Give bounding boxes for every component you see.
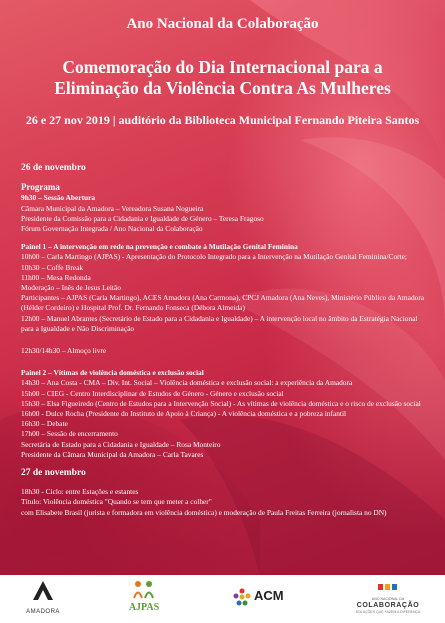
top-title: Ano Nacional da Colaboração (126, 16, 319, 32)
colaboracao-small-text: ANO NACIONAL DA (371, 597, 405, 601)
colaboracao-logo-text: COLABORAÇÃO (356, 602, 420, 609)
acm-star-icon (232, 587, 252, 607)
panel2-line: 17h00 – Sessão de encerramento (21, 429, 118, 439)
ajpas-figures-icon (130, 579, 158, 599)
amadora-logo (18, 579, 68, 615)
amadora-logo-text: AMADORA (26, 609, 60, 615)
panel1-line: 10h30 – Coffe Break (21, 262, 84, 272)
opening-line: Presidente da Comissão para a Cidadania e Igualdade de Género – Teresa Fragoso (21, 213, 264, 223)
colaboracao-logo (348, 579, 428, 614)
panel1-title: Painel 1 – A intervenção em rede na prevenção e combate à Mutilação Genital Feminina (21, 242, 298, 252)
sponsor-logos (0, 575, 445, 623)
ajpas-logo-text: AJPAS (128, 602, 160, 613)
opening-session-title: 9h30 – Sessão Abertura (21, 193, 96, 203)
panel2-line: 16h00 - Dulce Rocha (Presidente do Instituto de Apoio à Criança) - A violência doméstica e a pobreza infantil (21, 409, 347, 419)
lunch-break: 12h30/14h30 – Almoço livre (21, 346, 107, 356)
day1-heading: 26 de novembro (21, 163, 86, 173)
opening-line: Câmara Municipal da Amadora – Vereadora Susana Nogueira (21, 203, 204, 213)
panel1-line: Moderação – Inês de Jesus Leitão (21, 283, 121, 293)
main-title (18, 57, 427, 99)
day2-line: Título: Violência doméstica "Quando se tem que meter a colher" (21, 497, 212, 507)
day2-line: com Elisabete Brasil (jurista e formadora em violência doméstica) e moderação de Paula Freitas Ferreira (jornalista no DN) (21, 507, 387, 517)
panel1-line: 11h00 – Mesa Redonda (21, 272, 91, 282)
colaboracao-tagline: SOLUÇÕES QUE FAZEM A DIFERENÇA (355, 610, 421, 614)
panel2-elsa: 15h30 – Elsa Figueiredo (Centro de Estudos para a Intervenção Social) - As vítimas de violência doméstica e o risco de exclusão social (21, 398, 421, 408)
acm-logo-text: ACM (254, 588, 284, 603)
panel1-closing: 12h00 – Manuel Abrantes (Secretário de Estado para a Cidadania e Igualdade) – A intervenção local no âmbito da Estratégia Nacional para a Igualdade e Não Discriminação (21, 313, 418, 333)
program (21, 163, 426, 518)
panel2-line: 15h00 – CIEG - Centro Interdisciplinar de Estudos de Género - Género e exclusão social (21, 388, 284, 398)
panel2-line: Presidente da Câmara Municipal da Amadora – Carla Tavares (21, 449, 204, 459)
main-title-line-1: Comemoração do Dia Internacional para a (62, 57, 383, 77)
amadora-mark-icon (31, 579, 55, 603)
panel1-line: 10h00 – Carla Martingo (AJPAS) - Apresentação do Protocolo Integrado para a Intervenção na Mutilação Genital Feminina/Corte; (21, 252, 407, 262)
main-title-line-2: Eliminação da Violência Contra As Mulheres (54, 78, 391, 98)
ajpas-logo (123, 579, 165, 613)
panel2-line: 14h30 – Ana Costa - CMA – Div. Int. Social – Violência doméstica e exclusão social: a experiência da Amadora (21, 378, 353, 388)
panel1-participants: Participantes – AJPAS (Carla Martingo), ACES Amadora (Ana Carmona), CPCJ Amadora (Ana Neves), Ministério Público da Amadora (Hélder Cordeiro) e Hospital Prof. Dr. Fernando Fonseca (Débora Almeida) (21, 293, 425, 313)
colaboracao-mark-icon (376, 582, 400, 592)
date-location: 26 e 27 nov 2019 | auditório da Biblioteca Municipal Fernando Piteira Santos (25, 113, 420, 127)
day2-line: 18h30 - Ciclo: entre Estações e estantes (21, 487, 139, 497)
opening-line: Fórum Governação Integrada / Ano Nacional da Colaboração (21, 224, 203, 234)
program-label: Programa (21, 182, 60, 193)
day2-heading: 27 de novembro (21, 468, 86, 479)
panel2-title: Painel 2 – Vítimas de violência doméstica e exclusão social (21, 368, 204, 378)
panel2-line: 16h30 – Debate (21, 419, 68, 429)
panel2-line: Secretária de Estado para a Cidadania e Igualdade – Rosa Monteiro (21, 439, 221, 449)
